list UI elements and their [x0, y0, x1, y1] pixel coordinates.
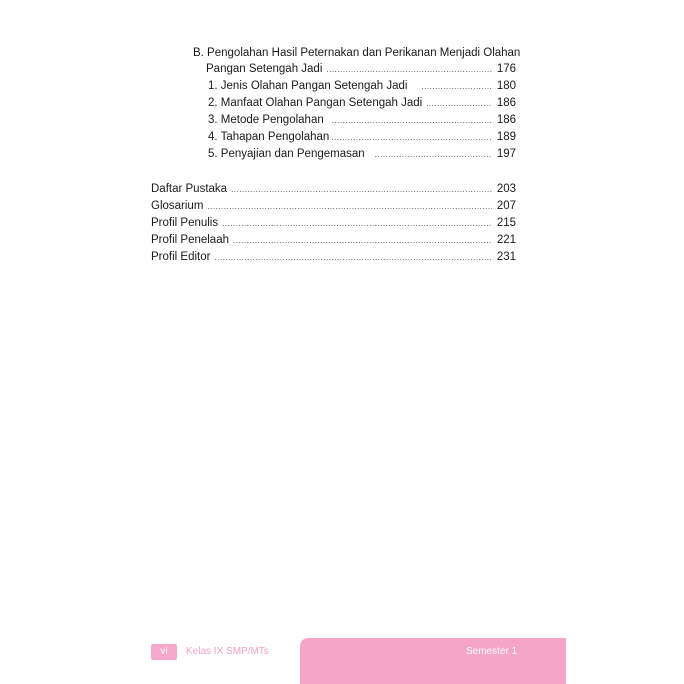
toc-entry-page: 221	[496, 234, 516, 246]
footer-accent-band	[300, 638, 566, 684]
leader-dots	[332, 113, 492, 129]
toc-entry-page: 197	[496, 148, 516, 160]
toc-section-b-title: B. Pengolahan Hasil Peternakan dan Perikanan Menjadi Olahan	[193, 47, 521, 59]
toc-entry-page: 186	[496, 114, 516, 126]
toc-entry-page: 186	[496, 97, 516, 109]
leader-dots	[426, 96, 492, 112]
toc-entry-label: 5. Penyajian dan Pengemasan	[208, 148, 365, 160]
toc-entry-profil-penelaah[interactable]	[151, 232, 516, 249]
toc-entry-page: 231	[496, 251, 516, 263]
toc-entry-label: Profil Penelaah	[151, 234, 229, 246]
toc-entry-label: 4. Tahapan Pengolahan	[208, 131, 330, 143]
leader-dots	[207, 199, 492, 215]
leader-dots	[222, 216, 492, 232]
page-number-badge: vi	[151, 644, 177, 660]
toc-entry-label: Profil Penulis	[151, 217, 219, 229]
toc-entry-label: 1. Jenis Olahan Pangan Setengah Jadi	[208, 80, 408, 92]
toc-entry-page: 180	[496, 80, 516, 92]
leader-dots	[421, 79, 492, 95]
toc-entry-subitem-2[interactable]	[208, 95, 516, 112]
toc-entry-label: 2. Manfaat Olahan Pangan Setengah Jadi	[208, 97, 423, 109]
toc-entry-section-b[interactable]	[206, 61, 516, 78]
toc-entry-profil-penulis[interactable]	[151, 215, 516, 232]
leader-dots	[233, 233, 492, 249]
toc-entry-subitem-4[interactable]	[208, 129, 516, 146]
toc-entry-glosarium[interactable]	[151, 198, 516, 215]
leader-dots	[375, 147, 492, 163]
toc-entry-label: Pangan Setengah Jadi	[206, 63, 323, 75]
toc-entry-page: 203	[496, 183, 516, 195]
toc-entry-label: Profil Editor	[151, 251, 211, 263]
toc-entry-label: Glosarium	[151, 200, 204, 212]
toc-entry-subitem-5[interactable]	[208, 146, 516, 163]
toc-entry-label: Daftar Pustaka	[151, 183, 228, 195]
toc-entry-page: 207	[496, 200, 516, 212]
leader-dots	[326, 62, 492, 78]
footer-class-label: Kelas IX SMP/MTs	[186, 646, 269, 657]
toc-entry-page: 176	[496, 63, 516, 75]
toc-entry-page: 189	[496, 131, 516, 143]
toc-entry-profil-editor[interactable]	[151, 249, 516, 266]
leader-dots	[231, 182, 492, 198]
leader-dots	[214, 250, 492, 266]
toc-entry-subitem-3[interactable]	[208, 112, 516, 129]
leader-dots	[331, 130, 492, 146]
toc-entry-daftar-pustaka[interactable]	[151, 181, 516, 198]
toc-entry-subitem-1[interactable]	[208, 78, 516, 95]
toc-entry-page: 215	[496, 217, 516, 229]
toc-entry-label: 3. Metode Pengolahan	[208, 114, 324, 126]
footer-semester-label: Semester 1	[466, 646, 518, 657]
